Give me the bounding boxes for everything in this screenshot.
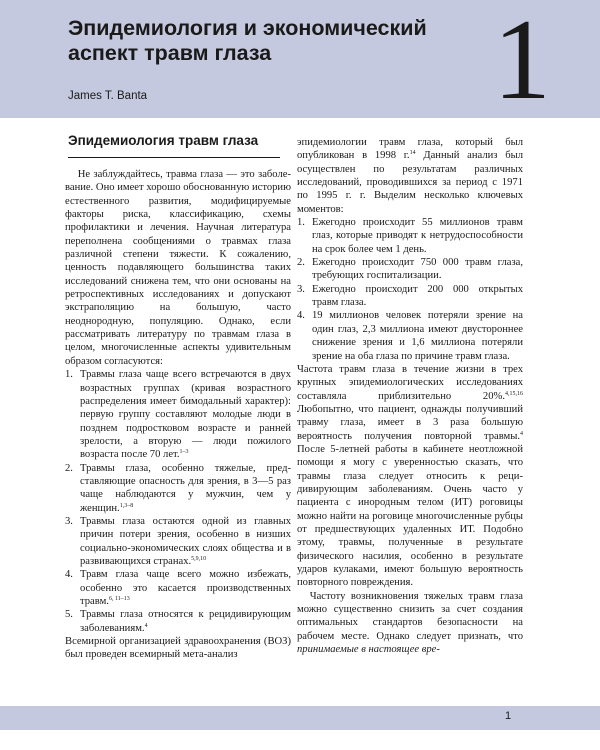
chapter-author: James T. Banta (68, 90, 148, 102)
list-item (297, 309, 523, 362)
list-item (297, 283, 523, 310)
reference-marker: 1–3 (179, 449, 189, 456)
list-item-text: Травмы глаза остаются одной из главных причин потери зрения, особенно в низших социально-экономических слоях общества и в развивающихся странах. (80, 515, 291, 567)
reference-marker: 4,15,16 (505, 390, 523, 397)
recurrence-paragraph (297, 363, 523, 590)
list-item-number: 3. (297, 283, 305, 295)
reference-marker: 6, 11–13 (108, 596, 130, 602)
chapter-title: Эпидемиология и экономический аспект травм глаза (68, 16, 427, 65)
text-run: Частота травм глаза в течение жизни в трех крупных эпидемиологических исследованиях составляла приблизительно 20%. (297, 363, 523, 402)
section-title: Эпидемиология травм глаза (68, 133, 259, 148)
list-item (65, 515, 291, 568)
list-item (297, 256, 523, 283)
reference-marker: 4 (520, 430, 523, 437)
right-column (297, 136, 523, 656)
list-item (65, 462, 291, 515)
list-item-number: 1. (65, 369, 73, 381)
chapter-number: 1 (493, 0, 551, 124)
text-run: Данный анализ был осуществлен по результатам различных исследований, проводившихся за период с 1971 по 1995 г. г. Выделим несколько ключевых моментов: (297, 150, 523, 215)
list-item (65, 608, 291, 635)
facts-list (65, 368, 291, 635)
reference-marker: 1,3–8 (119, 502, 134, 509)
list-item-text: Ежегодно происходит 55 миллионов травм глаз, которые приводят к нетрудоспособности на срок более чем 1 день. (312, 217, 523, 255)
list-item-text: Травмы глаза чаще всего встречаются в двух возрастных группах (кривая возрастного распределения имеет бимодальный характер): первую группу составляют молодые люди в позднем подростковом возрасте и ранней зрелости, а вторую — люди пожилого возраста после 70 лет. (80, 369, 291, 461)
safety-paragraph (297, 590, 523, 657)
list-item-number: 2. (297, 257, 305, 269)
list-item-text: Травмы глаза относятся к рецидивирующим заболеваниям. (80, 609, 291, 634)
list-item-text: Ежегодно происходит 200 000 открытых травм глаза. (312, 283, 523, 309)
list-item-text: Травмы глаза, особенно тяжелые, представляющие опасность для зрения, в 3—5 раз чаще наблюдаются у мужчин, чем у женщин. (80, 462, 291, 514)
list-item-number: 4. (297, 310, 305, 322)
closing-paragraph: Всемирной организацией здравоохранения (ВОЗ) был проведен всемирный мета-анализ (65, 636, 291, 661)
list-item (65, 568, 291, 608)
reference-marker: 14 (409, 150, 416, 157)
list-item-number: 1. (297, 217, 305, 229)
section-rule (68, 157, 280, 158)
text-run: эпидемиологии травм глаза, который был опубликован в 1998 г. (297, 137, 523, 162)
text-run: После 5-летней работы в кабинете неотложной помощи я могу с уверенностью сказать, что травмы глаза следует относить к рецидивирующим заболеваниям. Очень часто у пациента с инородным телом (ИТ) роговицы можно найти на роговице многочисленные рубцы от предшествующих удаленных ИТ. Подобно этому, травмы, полученные в результате физического насилия, особенно в результате ударов кулаками, имеют большую вероятность повторного повреждения. (297, 443, 523, 589)
reference-marker: 4 (144, 622, 148, 629)
list-item-number: 4. (65, 569, 73, 581)
emphasis-text: принимаемые в настоящее вре- (297, 644, 440, 656)
list-item-number: 5. (65, 609, 73, 621)
list-item (65, 368, 291, 461)
list-item-text: 19 миллионов человек потеряли зрение на один глаз, 2,3 миллиона имеют двустороннее снижение зрения и 1,6 миллиона потеряли зрение на оба глаза по причине травм глаза. (312, 310, 523, 362)
who-paragraph (297, 136, 523, 216)
page-number: 1 (505, 710, 512, 722)
reference-marker: 5,9,10 (191, 555, 207, 562)
list-item-number: 3. (65, 515, 73, 527)
list-item-text: Ежегодно происходит 750 000 травм глаза, требующих госпитализации. (312, 257, 523, 282)
left-column (65, 168, 291, 662)
text-run: Частоту возникновения тяжелых травм глаза можно существенно снизить за счет создания оптимальных стандартов безопасности на рабочем месте. Однако следует признать, что (297, 590, 523, 642)
text-run: Любопытно, что пациент, однажды получивший травму глаза, имеет в 3 раза большую вероятность получения повторной травмы. (297, 403, 523, 442)
intro-paragraph: Не заблуждайтесь, травма глаза — это заболевание. Оно имеет хорошо обоснованную историю естественного развития, модифицируемые факторы риска, классификацию, схемы профилактики и лечения. Научная литература переполнена сообщениями о травмах глаза различной степени тяжести. К сожалению, ценность подавляющего большинства таких исследований снижена тем, что они основаны на ретроспективных исследованиях и допускают экстраполяцию на большую, часто неоднородную, популяцию. Однако, если рассматривать литературу по травмам глаза в целом, многочисленные аспекты удивительным образом согласуются: (65, 169, 291, 367)
list-item-number: 2. (65, 462, 73, 474)
list-item (297, 216, 523, 256)
list-item-text: Травм глаза чаще всего можно избежать, особенно это касается производственных травм. (80, 569, 291, 607)
who-facts-list (297, 216, 523, 363)
